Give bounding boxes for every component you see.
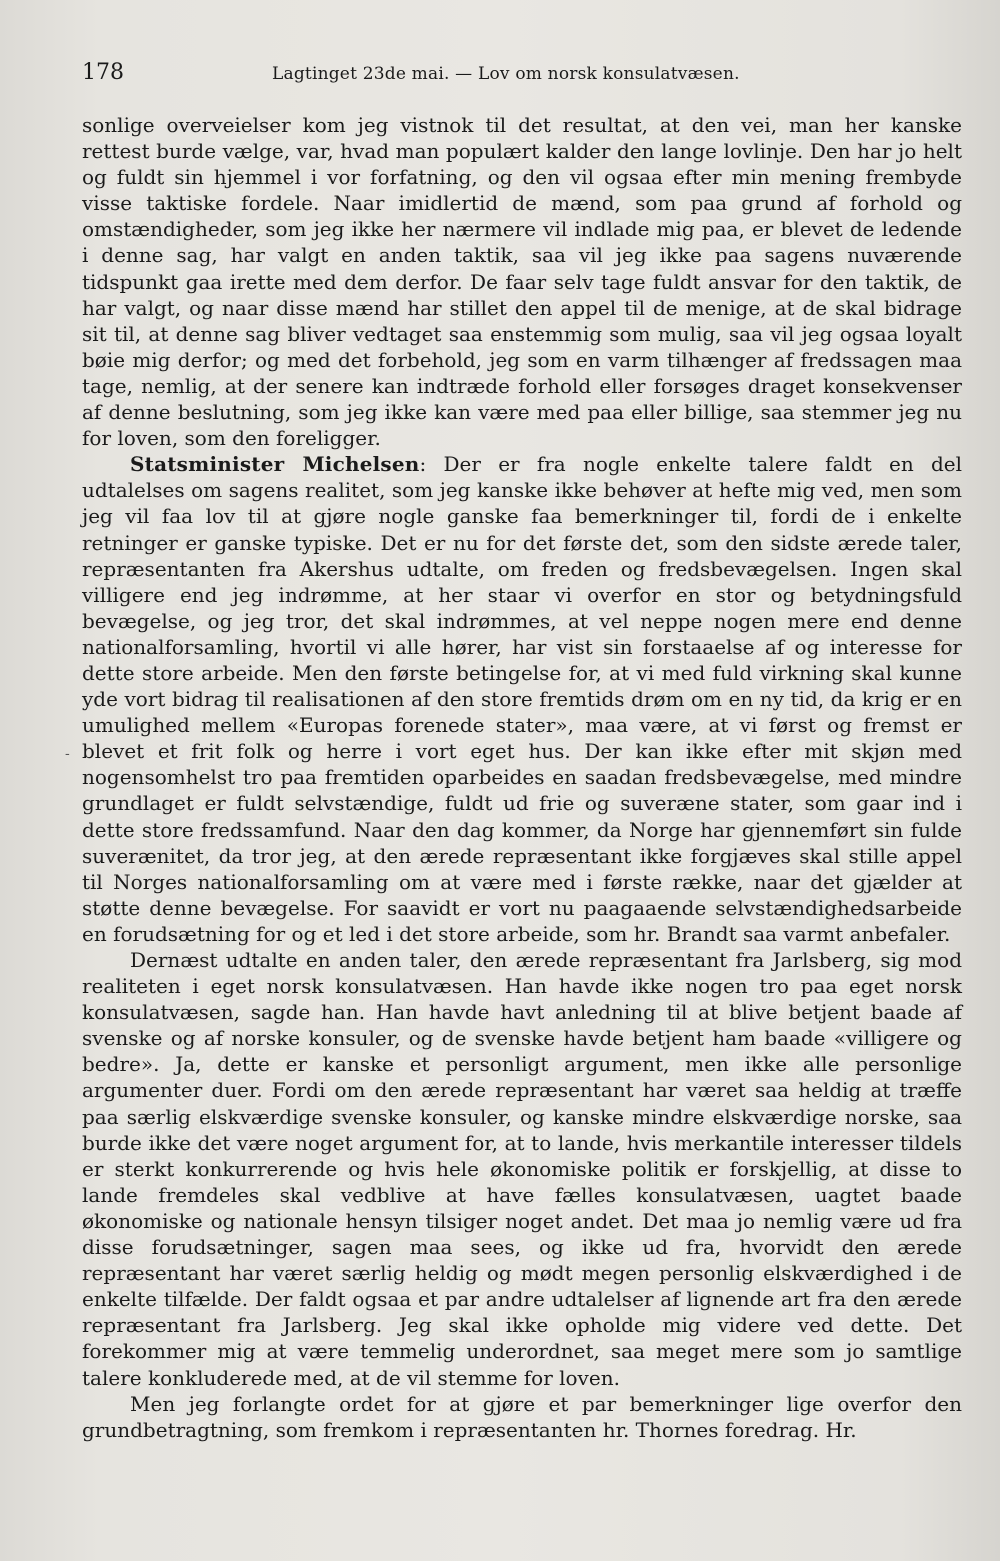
paragraph-2: [82, 451, 962, 947]
paragraph-2-text: : Der er fra nogle enkelte talere faldt en del udtalelses om sagens realitet, som jeg kanske ikke behøver at hefte mig ved, men som jeg vil faa lov til at gjøre nogle ganske faa bemerkninger til, fordi de i enkelte retninger er ganske typiske. Det er nu for det første det, som den sidste ærede taler, repræsentanten fra Akershus udtalte, om freden og fredsbevægelsen. Ingen skal villigere end jeg indrømme, at her staar vi overfor en stor og betydningsfuld bevægelse, og jeg tror, det skal indrømmes, at vel neppe nogen mere end denne nationalforsamling, hvortil vi alle hører, har vist sin forstaaelse af og interesse for dette store arbeide. Men den første betingelse for, at vi med fuld virkning skal kunne yde vort bidrag til realisationen af den store fremtids drøm om en ny tid, da krig er en umulighed mellem «Europas forenede stater», maa være, at vi først og fremst er blevet et frit folk og herre i vort eget hus. Der kan ikke efter mit skjøn med nogensomhelst tro paa fremtiden oparbeides en saadan fredsbevægelse, med mindre grundlaget er fuldt selvstændige, fuldt ud frie og suveræne stater, som gaar ind i dette store fredssamfund. Naar den dag kommer, da Norge har gjennemført sin fulde suverænitet, da tror jeg, at den ærede repræsentant ikke forgjæves skal stille appel til Norges nationalforsamling om at være med i første række, naar det gjælder at støtte denne bevægelse. For saavidt er vort nu paagaaende selvstændighedsarbeide en forudsætning for og et led i det store arbeide, som hr. Brandt saa varmt anbefaler.: [82, 452, 962, 946]
running-title: Lagtinget 23de mai. — Lov om norsk konsulatvæsen.: [272, 64, 740, 84]
paragraph-3: Dernæst udtalte en anden taler, den ærede repræsentant fra Jarlsberg, sig mod realiteten i eget norsk konsulatvæsen. Han havde ikke nogen tro paa eget norsk konsulatvæsen, sagde han. Han havde havt anledning til at blive betjent baade af svenske og af norske konsuler, og de svenske havde betjent ham baade «villigere og bedre». Ja, dette er kanske et personligt argument, men ikke alle personlige argumenter duer. Fordi om den ærede repræsentant har været saa heldig at træffe paa særlig elskværdige svenske konsuler, og kanske mindre elskværdige norske, saa burde ikke det være noget argument for, at to lande, hvis merkantile interesser tildels er sterkt konkurrerende og hvis hele økonomiske politik er forskjellig, at disse to lande fremdeles skal vedblive at have fælles konsulatvæsen, uagtet baade økonomiske og nationale hensyn tilsiger noget andet. Det maa jo nemlig være ud fra disse forudsætninger, sagen maa sees, og ikke ud fra, hvorvidt den ærede repræsentant har været særlig heldig og mødt megen personlig elskværdighed i de enkelte tilfælde. Der faldt ogsaa et par andre udtalelser af lignende art fra den ærede repræsentant fra Jarlsberg. Jeg skal ikke opholde mig videre ved dette. Det forekommer mig at være temmelig underordnet, saa meget mere som jo samtlige talere konkluderede med, at de vil stemme for loven.: [82, 948, 962, 1390]
speaker-name: Statsminister Michelsen: [130, 452, 420, 477]
page-number: 178: [82, 60, 124, 85]
paragraph-1: sonlige overveielser kom jeg vistnok til det resultat, at den vei, man her kanske rettest burde vælge, var, hvad man populært kalder den lange lovlinje. Den har jo helt og fuldt sin hjemmel i vor forfatning, og den vil ogsaa efter min mening frembyde visse taktiske fordele. Naar imidlertid de mænd, som paa grund af forhold og omstændigheder, som jeg ikke her nærmere vil indlade mig paa, er blevet de ledende i denne sag, har valgt en anden taktik, saa vil jeg ikke paa sagens nuværende tidspunkt gaa irette med dem derfor. De faar selv tage fuldt ansvar for den taktik, de har valgt, og naar disse mænd har stillet den appel til de menige, at de skal bidrage sit til, at denne sag bliver vedtaget saa enstemmig som mulig, saa vil jeg ogsaa loyalt bøie mig derfor; og med det forbehold, jeg som en varm tilhænger af fredssagen maa tage, nemlig, at der senere kan indtræde forhold eller forsøges draget konsekvenser af denne beslutning, som jeg ikke kan være med paa eller billige, saa stemmer jeg nu for loven, som den foreligger.: [82, 113, 962, 451]
margin-mark: -: [65, 746, 70, 762]
paragraph-4: Men jeg forlangte ordet for at gjøre et par bemerkninger lige overfor den grundbetragtning, som fremkom i repræsentanten hr. Thornes foredrag. Hr.: [82, 1391, 962, 1442]
body-text: [82, 112, 962, 1443]
